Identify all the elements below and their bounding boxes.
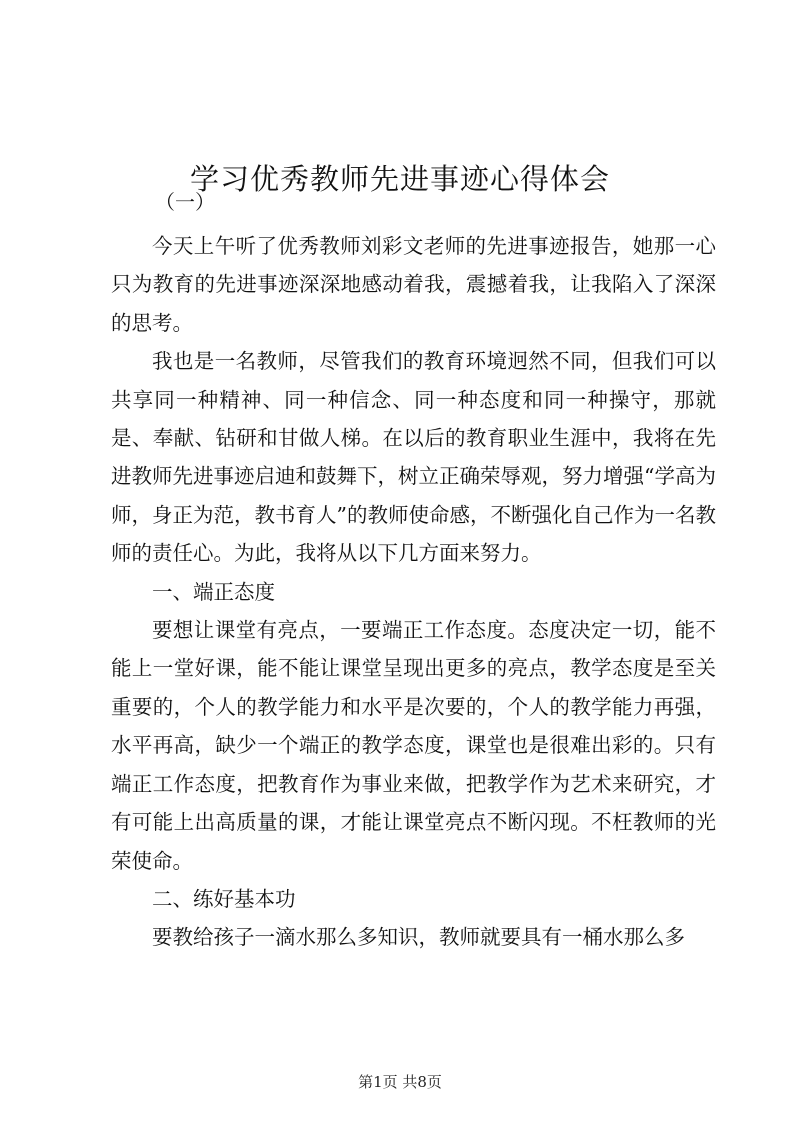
document-title: 学习优秀教师先进事迹心得体会	[189, 162, 610, 197]
paragraph-attitude: 要想让课堂有亮点，一要端正工作态度。态度决定一切，能不能上一堂好课，能不能让课堂呈现出更多的亮点，教学态度是至关重要的，个人的教学能力和水平是次要的，个人的教学能力再强，水平再高，缺少一个端正的教学态度，课堂也是很难出彩的。只有端正工作态度，把教育作为事业来做，把教学作为艺术来研究，才有可能上出高质量的课，才能让课堂亮点不断闪现。不枉教师的光荣使命。	[111, 618, 716, 873]
document-body	[111, 227, 716, 957]
heading-basic-skills: 二、练好基本功	[152, 886, 296, 911]
paragraph-intro: 今天上午听了优秀教师刘彩文老师的先进事迹报告，她那一心只为教育的先进事迹深深地感动着我，震撼着我，让我陷入了深深的思考。	[111, 234, 716, 335]
section-marker: （一）	[155, 190, 215, 214]
paragraph-basic-skills: 要教给孩子一滴水那么多知识，教师就要具有一桶水那么多	[152, 925, 685, 950]
heading-attitude: 一、端正态度	[152, 579, 275, 604]
paragraph-commitment: 我也是一名教师，尽管我们的教育环境迥然不同，但我们可以共享同一种精神、同一种信念、同一种态度和同一种操守，那就是、奉献、钻研和甘做人梯。在以后的教育职业生涯中，我将在先进教师先进事迹启迪和鼓舞下，树立正确荣辱观，努力增强“学高为师，身正为范，教书育人”的教师使命感，不断强化自己作为一名教师的责任心。为此，我将从以下几方面来努力。	[111, 349, 716, 566]
page-footer: 第1页 共8页	[358, 1073, 442, 1091]
